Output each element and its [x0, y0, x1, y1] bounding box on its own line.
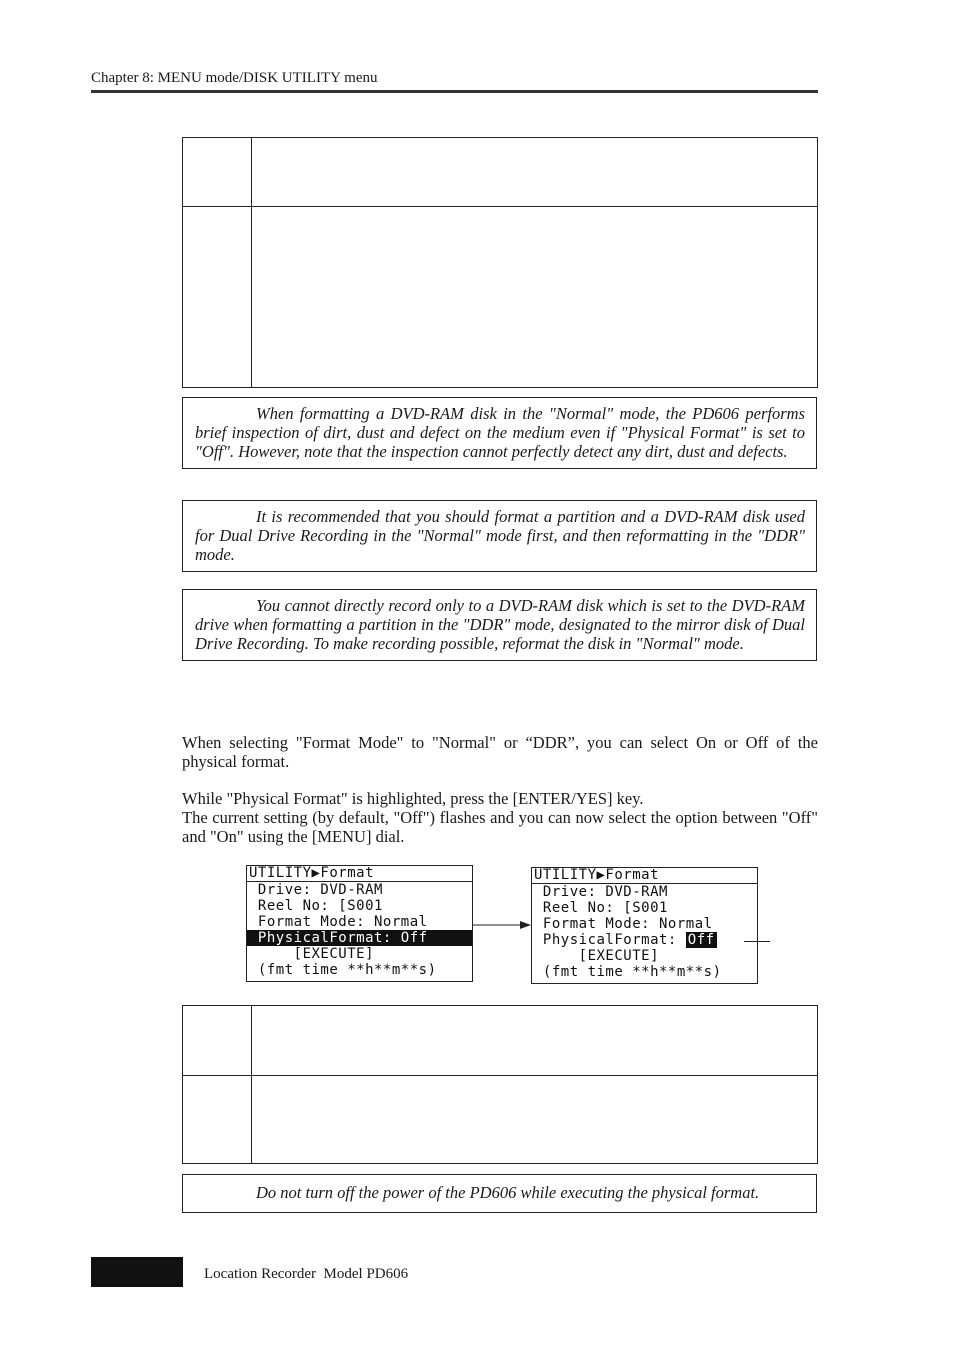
lcd-physical-format-value: Off: [687, 932, 715, 948]
note-text: It is recommended that you should format a partition and a DVD-RAM disk used for Dual Drive Recording in the "Normal" mode first, and then reformatting in the "DDR" mode.: [195, 507, 805, 564]
lcd-format-mode: Format Mode: Normal: [249, 914, 428, 930]
note-box: [182, 500, 817, 572]
warning-text: Do not turn off the power of the PD606 while executing the physical format.: [256, 1183, 760, 1202]
lcd-execute: [EXECUTE]: [249, 946, 375, 962]
lcd-physical-format: [532, 932, 757, 948]
lcd-fmt-time: (fmt time **h**m**s): [534, 964, 722, 980]
warning-box: [182, 1174, 817, 1213]
table-row: [183, 138, 817, 207]
instruction-line: The current setting (by default, "Off") flashes and you can now select the option between "Off" and "On" using the [MENU] dial.: [182, 808, 818, 846]
arrow-right-icon: [472, 918, 532, 932]
note-box: [182, 397, 817, 469]
lcd-screen-before: [246, 865, 473, 982]
table-row: [183, 1076, 817, 1163]
chapter-header: Chapter 8: MENU mode/DISK UTILITY menu: [91, 70, 378, 86]
lcd-format-mode: Format Mode: Normal: [534, 916, 713, 932]
table-row: [183, 1006, 817, 1076]
callout-line: [744, 941, 770, 942]
note-text: When formatting a DVD-RAM disk in the "Normal" mode, the PD606 performs brief inspection of dirt, dust and defect on the medium even if "Physical Format" is set to "Off". However, note that the inspection cannot perfectly detect any dirt, dust and defects.: [195, 404, 805, 461]
lcd-execute: [EXECUTE]: [534, 948, 660, 964]
lcd-fmt-time: (fmt time **h**m**s): [249, 962, 437, 978]
lcd-physical-format-highlighted: PhysicalFormat: Off: [247, 930, 472, 946]
lcd-drive: Drive: DVD-RAM: [534, 884, 668, 900]
table-row: [183, 207, 817, 387]
lcd-reel: Reel No: [S001: [249, 898, 383, 914]
lcd-screen-after: [531, 867, 758, 984]
lcd-reel: Reel No: [S001: [534, 900, 668, 916]
lcd-drive: Drive: DVD-RAM: [249, 882, 383, 898]
page-number-block: [91, 1257, 183, 1287]
note-box: [182, 589, 817, 661]
note-text: You cannot directly record only to a DVD-RAM disk which is set to the DVD-RAM drive when formatting a partition in the "DDR" mode, designated to the mirror disk of Dual Drive Recording. To make recording possible, reformat the disk in "Normal" mode.: [195, 596, 805, 653]
lcd-title: UTILITY▶Format: [532, 868, 757, 884]
footer-title: Location Recorder Model PD606: [204, 1266, 409, 1282]
options-table-bottom: [182, 1005, 818, 1164]
options-table-top: [182, 137, 818, 388]
lcd-physical-format-label: PhysicalFormat:: [534, 932, 686, 948]
lcd-title: UTILITY▶Format: [247, 866, 472, 882]
instruction-line: While "Physical Format" is highlighted, press the [ENTER/YES] key.: [182, 789, 644, 808]
body-paragraph: When selecting "Format Mode" to "Normal" or “DDR”, you can select On or Off of the physical format.: [182, 733, 818, 771]
header-rule: [91, 90, 818, 93]
body-paragraph: [182, 789, 818, 846]
